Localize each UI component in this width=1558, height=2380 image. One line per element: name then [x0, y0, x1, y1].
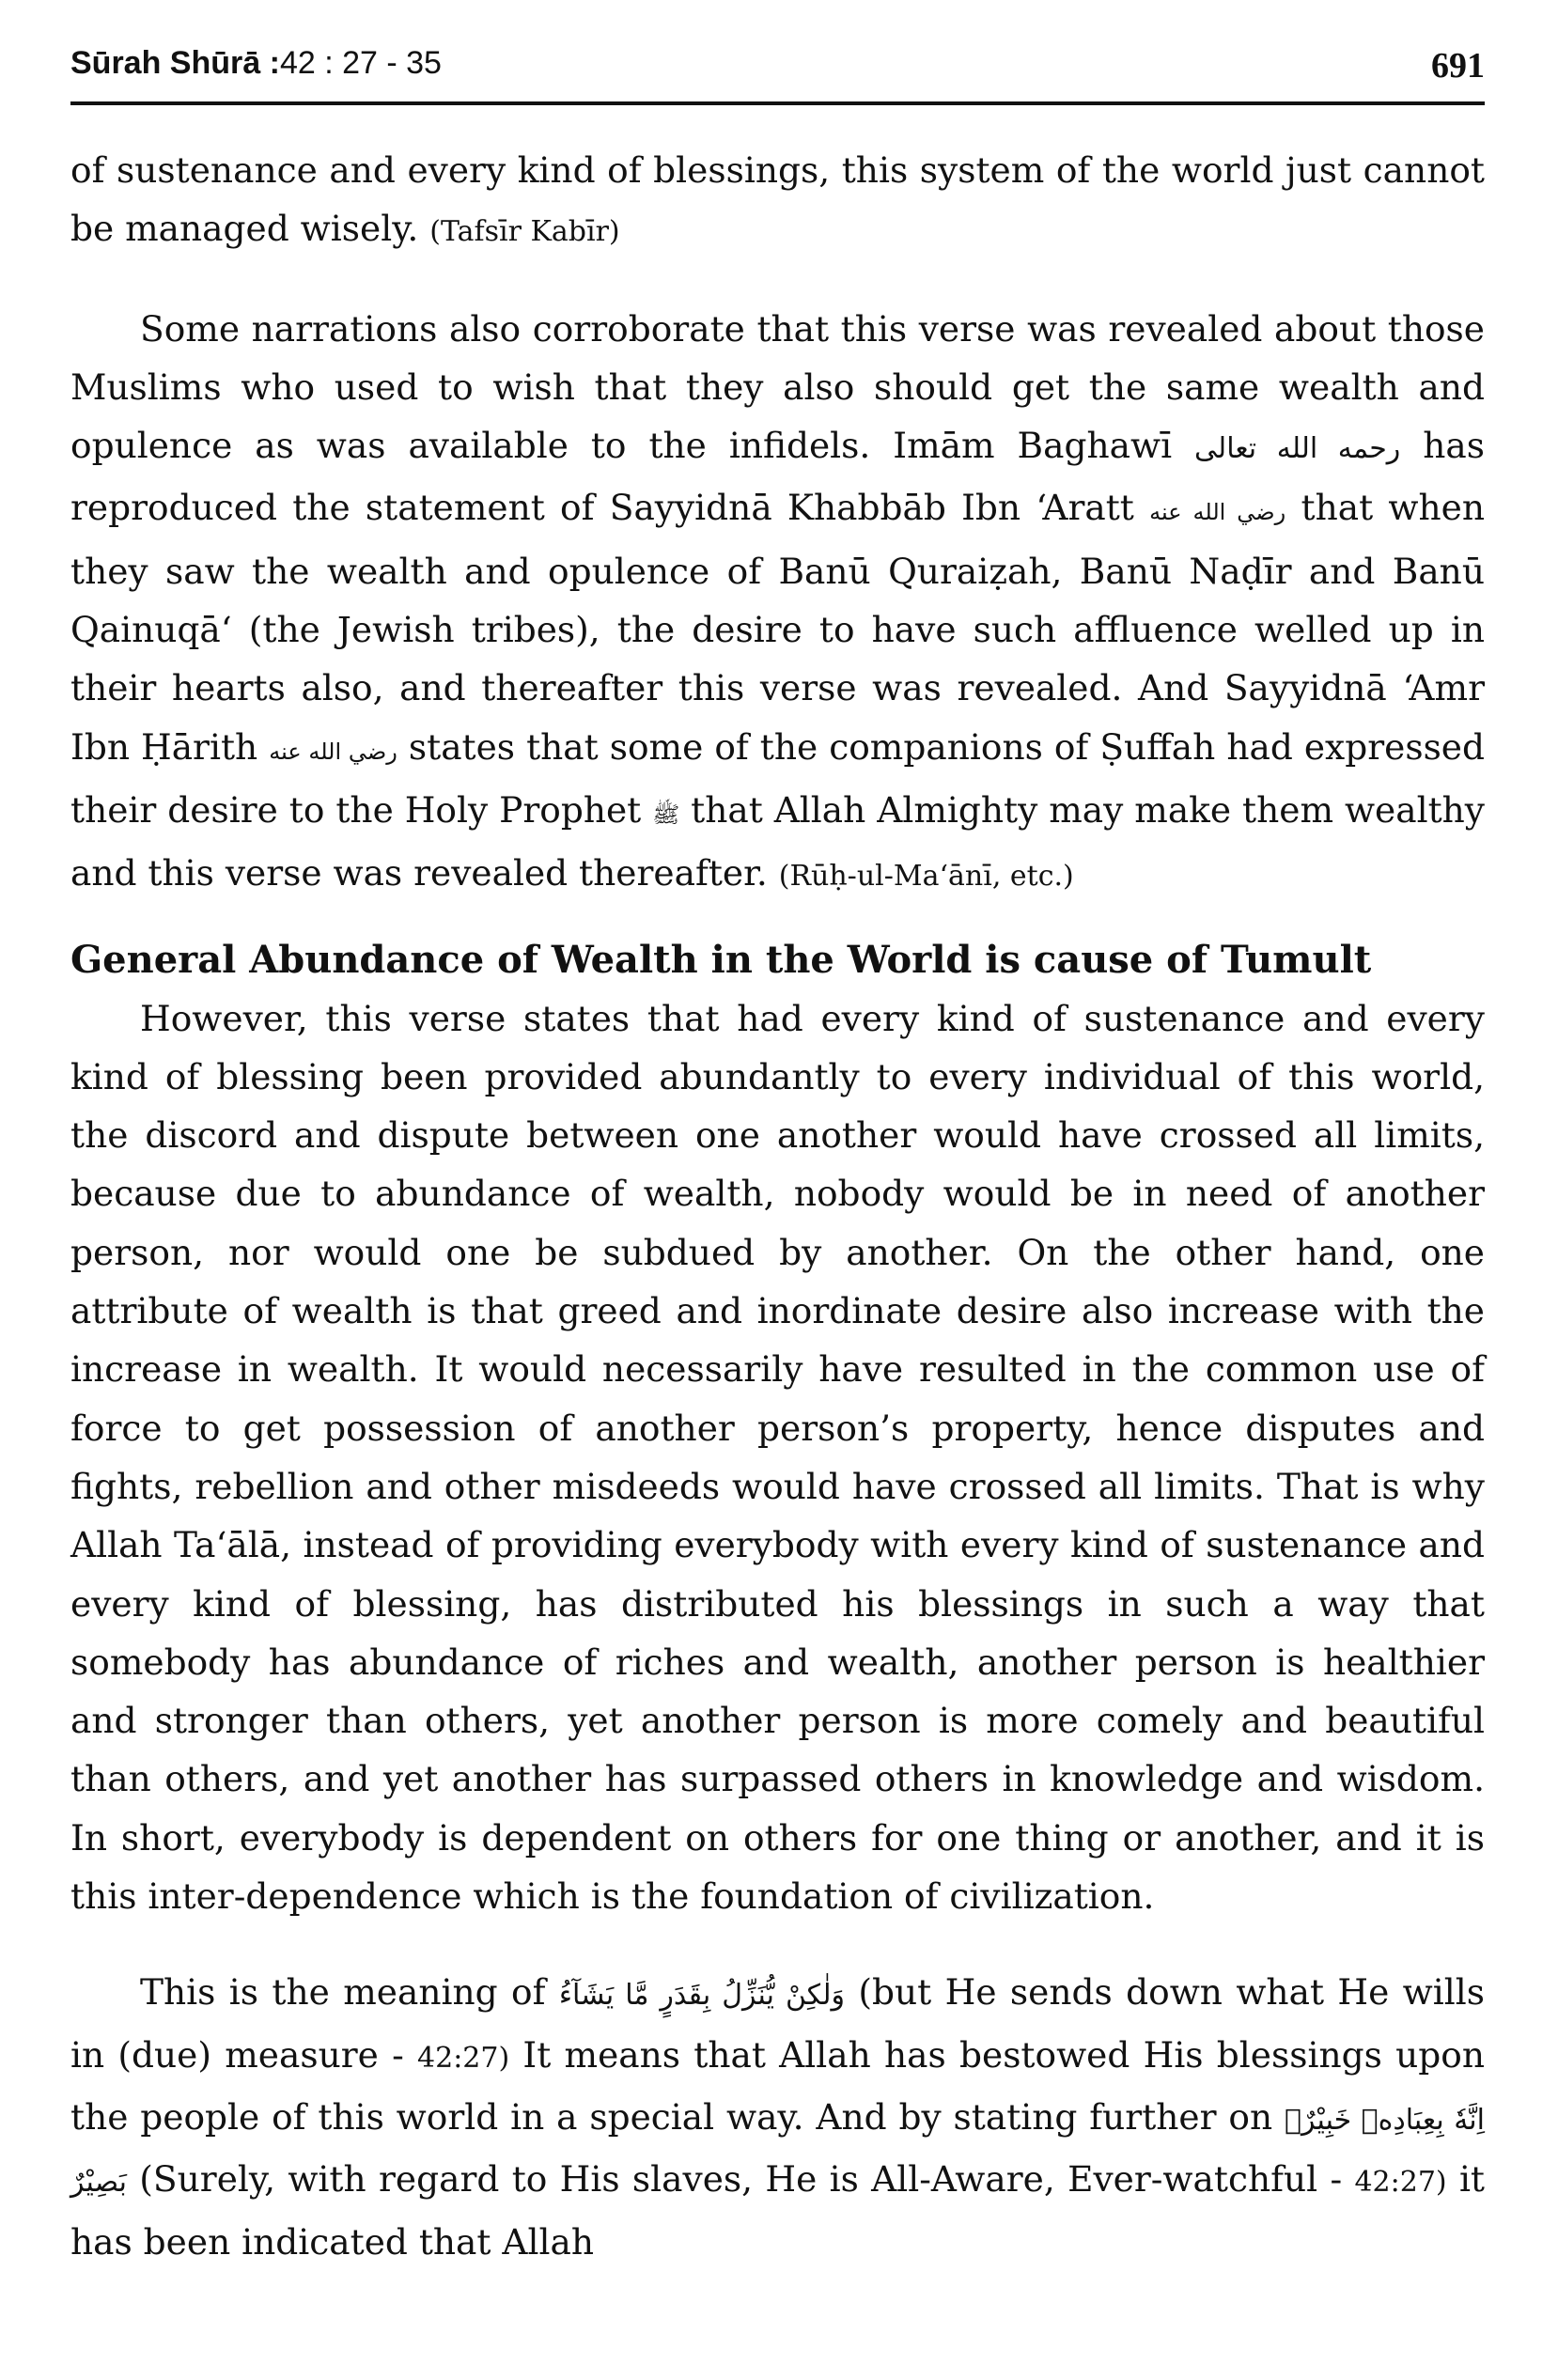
- paragraph-text: This is the meaning of: [140, 1971, 559, 2014]
- paragraph-4: [70, 1963, 1485, 2270]
- paragraph-text: (but He sends down what He wills in (due) measure -: [70, 1971, 1485, 2076]
- honorific-glyph: ﷺ: [652, 801, 680, 828]
- source-citation: (Rūḥ-ul-Ma‘ānī, etc.): [778, 860, 1074, 894]
- paragraph-text: It means that Allah has bestowed His blessings upon the people of this world in a special way. And by stating further on: [70, 2033, 1485, 2138]
- verse-reference: 42:27): [417, 2041, 510, 2075]
- running-head: [70, 45, 1485, 98]
- honorific-glyph: رضي الله عنه: [269, 738, 397, 765]
- verse-reference: 42:27): [1354, 2166, 1447, 2200]
- section-heading: General Abundance of Wealth in the World is cause of Tumult: [70, 937, 1372, 982]
- page-body: [70, 141, 1485, 2271]
- paragraph-text: it has been indicated that Allah: [70, 2158, 1486, 2263]
- paragraph-text: (Surely, with regard to His slaves, He is All-Aware, Ever-watchful -: [126, 2158, 1355, 2201]
- paragraph-text: that Allah Almighty may make them wealthy and this verse was revealed thereafter.: [70, 788, 1485, 894]
- paragraph-3: However, this verse states that had every kind of sustenance and every kind of blessing been provided abundantly to every individual of this world, the discord and dispute between one another would have crossed all limits, because due to abundance of wealth, nobody would be in need of another person, nor would one be subdued by another. On the other hand, one attribute of wealth is that greed and inordinate desire also increase with the increase in wealth. It would necessarily have resulted in the common use of force to get possession of another person’s property, hence disputes and fights, rebellion and other misdeeds would have crossed all limits. That is why Allah Ta‘ālā, instead of providing everybody with every kind of sustenance and every kind of blessing, has distributed his blessings in such a way that somebody has abundance of riches and wealth, another person is healthier and stronger than others, yet another person is more comely and beautiful than others, and yet another has surpassed others in knowledge and wisdom. In short, everybody is dependent on others for one thing or another, and it is this inter-dependence which is the foundation of civilization.: [70, 997, 1485, 1918]
- honorific-glyph: رضي الله عنه: [1149, 499, 1286, 526]
- paragraph-text: has reproduced the statement of Sayyidnā Khabbāb Ibn ‘Aratt: [70, 425, 1485, 529]
- paragraph-text: that when they saw the wealth and opulence of Banū Quraiẓah, Banū Naḍīr and Banū Qainuqā‘ (the Jewish tribes), the desire to have such affluence welled up in their hearts also, and thereafter this verse was revealed. And Sayyidnā ‘Amr Ibn Ḥārith: [70, 487, 1485, 768]
- paragraph-text: of sustenance and every kind of blessings, this system of the world just cannot be managed wisely.: [70, 149, 1485, 250]
- arabic-verse: اِنَّهٗ بِعِبَادِهٖ خَبِيْرٌۢ بَصِيْرٌ: [70, 2103, 1485, 2200]
- arabic-verse: وَلٰكِنْ يُّنَزِّلُ بِقَدَرٍ مَّا يَشَآءُ: [558, 1979, 845, 2013]
- paragraph-1: [70, 141, 1485, 262]
- paragraph-text: Some narrations also corroborate that this verse was revealed about those Muslims who used to wish that they also should get the same wealth and opulence as was available to the infidels. Imām Baghawī: [70, 307, 1485, 467]
- paragraph-2: [70, 300, 1485, 907]
- arabic-honorific: رحمه الله تعالى: [1194, 432, 1401, 466]
- paragraph-text: states that some of the companions of Ṣuffah had expressed their desire to the Holy Prophet: [70, 725, 1486, 831]
- page-number: 691: [1431, 46, 1485, 86]
- verse-range: 42 : 27 - 35: [279, 45, 442, 81]
- surah-name: Sūrah Shūrā :: [70, 45, 280, 81]
- header-rule: [70, 101, 1485, 105]
- source-citation: (Tafsīr Kabīr): [429, 215, 620, 249]
- surah-reference: [70, 45, 442, 82]
